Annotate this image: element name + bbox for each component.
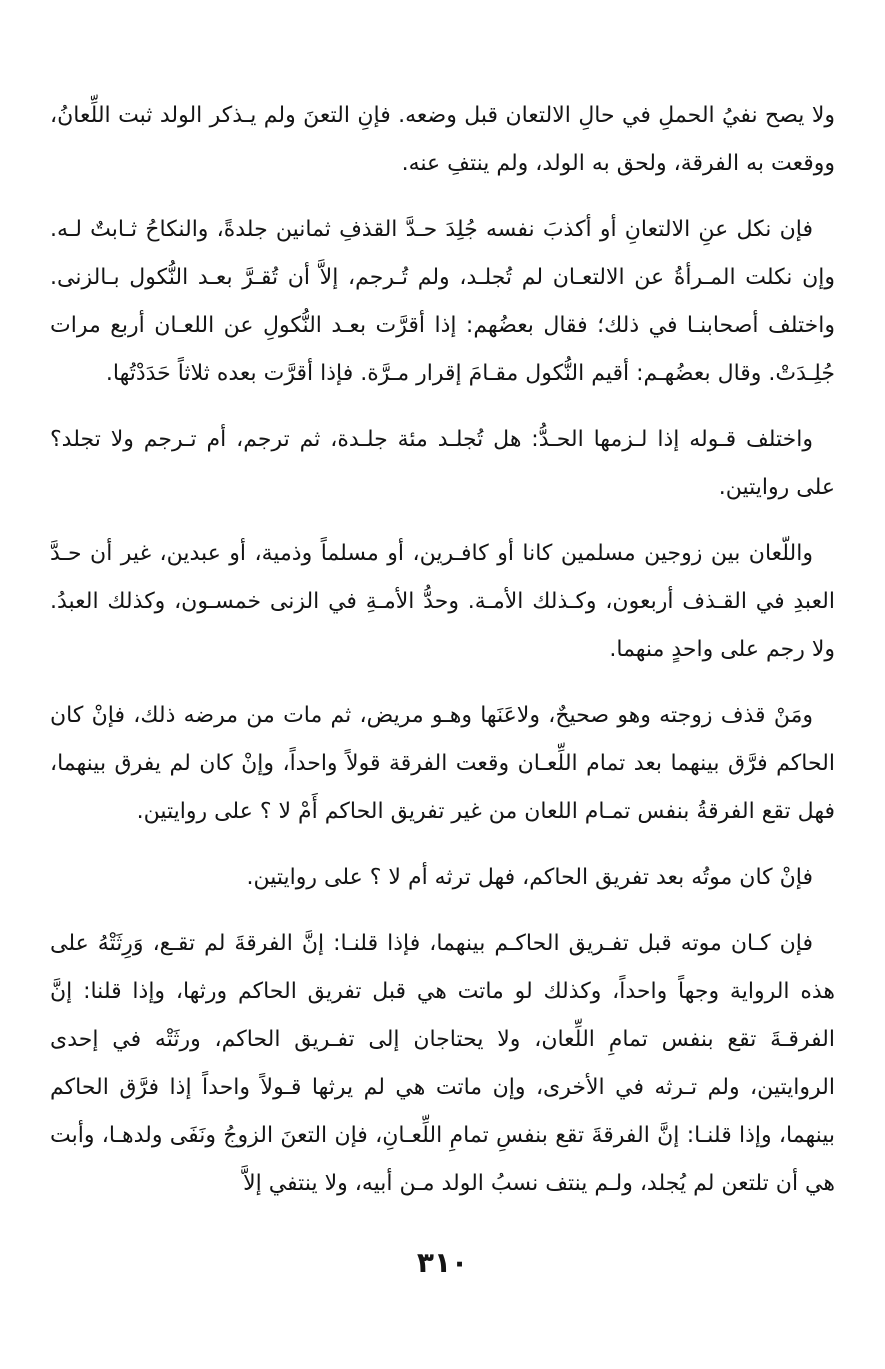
paragraph: ولا يصح نفيُ الحملِ في حالِ الالتعان قبل وضعه. فإنِ التعنَ ولم يـذكر الولد ثبت اللِّعانُ، ووقعت به الفرقة، ولحق به الولد، ولم ينتفِ عنه. bbox=[50, 103, 835, 176]
paragraph: واللّعان بين زوجين مسلمين كانا أو كافـرين، أو مسلماً وذمية، أو عبدين، غير أن حـدَّ العبدِ في القـذف أربعون، وكـذلك الأمـة. وحدُّ الأمـةِ في الزنى خمسـون، وكذلك العبدُ. ولا رجم على واحدٍ منهما. bbox=[50, 541, 835, 662]
paragraph: ومَنْ قذف زوجته وهو صحيحٌ، ولاعَنَها وهـو مريض، ثم مات من مرضه ذلك، فإنْ كان الحاكم فرَّق بينهما بعد تمام اللِّعـان وقعت الفرقة قولاً واحداً، وإنْ كان لم يفرق بينهما، فهل تقع الفرقةُ بنفس تمـام اللعان من غير تفريق الحاكم أَمْ لا ؟ على روايتين. bbox=[50, 703, 835, 824]
paragraph: فإن نكل عنِ الالتعانِ أو أكذبَ نفسه جُلِدَ حـدَّ القذفِ ثمانين جلدةً، والنكاحُ ثـابتٌ لـه. وإن نكلت المـرأةُ عن الالتعـان لم تُجلـد، ولم تُـرجم، إلاَّ أن تُقـرَّ بعـد النُّكول بـالزنى. واختلف أصحابنـا في ذلك؛ فقال بعضُهم: إذا أقرَّت بعـد النُّكولِ عن اللعـان أربع مرات جُلِـدَتْ. وقال بعضُهـم: أقيم النُّكول مقـامَ إقرار مـرَّة. فإذا أقرَّت بعده ثلاثاً حَدَدْتُها. bbox=[50, 217, 835, 386]
paragraph: فإنْ كان موتُه بعد تفريق الحاكم، فهل ترثه أم لا ؟ على روايتين. bbox=[246, 865, 813, 890]
paragraph: فإن كـان موته قبل تفـريق الحاكـم بينهما، فإذا قلنـا: إنَّ الفرقةَ لم تقـع، وَرِثَتْهُ على هذه الرواية وجهاً واحداً، وكذلك لو ماتت هي قبل تفريق الحاكم ورثها، وإذا قلنا: إنَّ الفرقـةَ تقع بنفس تمامِ اللِّعان، ولا يحتاجان إلى تفـريق الحاكم، ورثَتْه في إحدى الروايتين، ولم تـرثه في الأخرى، وإن ماتت هي لم يرثها قـولاً واحداً إذا فرَّق الحاكم بينهما، وإذا قلنـا: إنَّ الفرقةَ تقع بنفسِ تمامِ اللِّعـانِ، فإن التعنَ الزوجُ ونَفَى ولدهـا، وأبت هي أن تلتعن لم يُجلد، ولـم ينتف نسبُ الولد مـن أبيه، ولا ينتفي إلاَّ bbox=[50, 931, 835, 1196]
paragraph: واختلف قـوله إذا لـزمها الحـدُّ: هل تُجلـد مئة جلـدة، ثم ترجم، أم تـرجم ولا تجلد؟ على روايتين. bbox=[50, 427, 835, 500]
page-body bbox=[50, 92, 835, 1226]
page-number: ٣١٠ bbox=[416, 1246, 469, 1279]
